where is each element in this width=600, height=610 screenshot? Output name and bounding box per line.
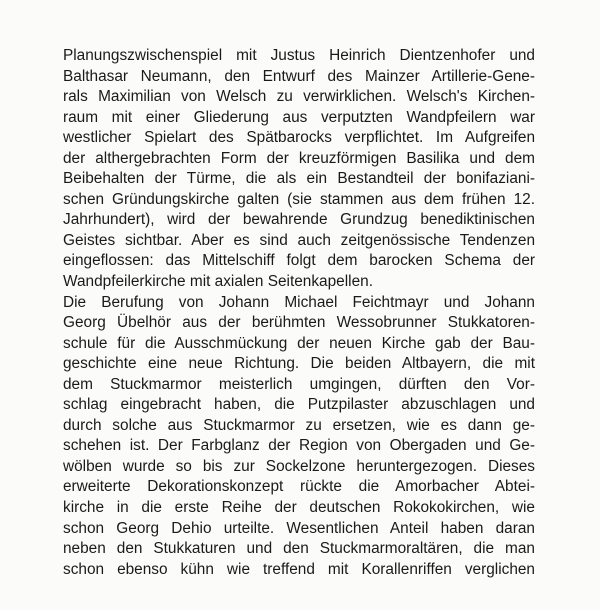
text-line: Die Berufung von Johann Michael Feichtmayr und Johann xyxy=(63,293,535,311)
text-line: westlicher Spielart des Spätbarocks verpflichtet. Im Aufgreifen xyxy=(63,129,535,147)
text-line: Georg Übelhör aus der berühmten Wessobrunner Stukkatoren- xyxy=(63,314,535,332)
text-line: Beibehalten der Türme, die als ein Bestandteil der bonifaziani- xyxy=(63,170,535,188)
text-line: kirche in die erste Reihe der deutschen Rokokokirchen, wie xyxy=(63,499,535,517)
text-line: eingeflossen: das Mittelschiff folgt dem barocken Schema der xyxy=(63,252,535,270)
text-line: dem Stuckmarmor meisterlich umgingen, dürften den Vor- xyxy=(63,375,535,393)
text-line: rals Maximilian von Welsch zu verwirklichen. Welsch's Kirchen- xyxy=(63,88,535,106)
text-line: erweiterte Dekorationskonzept rückte die Amorbacher Abtei- xyxy=(63,478,535,496)
text-line: der althergebrachten Form der kreuzförmigen Basilika und dem xyxy=(63,149,535,167)
text-line: schen Gründungskirche galten (sie stammen aus dem frühen 12. xyxy=(63,190,535,208)
text-line: neben den Stukkaturen und den Stuckmarmoraltären, die man xyxy=(63,540,535,558)
text-line: Balthasar Neumann, den Entwurf des Mainzer Artillerie-Gene- xyxy=(63,67,535,85)
body-text xyxy=(63,46,535,580)
text-line: schon ebenso kühn wie treffend mit Korallenriffen verglichen xyxy=(63,560,535,578)
text-line: schehen ist. Der Farbglanz der Region von Obergaden und Ge- xyxy=(63,437,535,455)
text-line: schlag eingebracht haben, die Putzpilaster abzuschlagen und xyxy=(63,396,535,414)
text-line: raum mit einer Gliederung aus verputzten Wandpfeilern war xyxy=(63,108,535,126)
text-line: geschichte eine neue Richtung. Die beiden Altbayern, die mit xyxy=(63,355,535,373)
text-line: durch solche aus Stuckmarmor zu ersetzen, wie es dann ge- xyxy=(63,416,535,434)
text-line: Geistes sichtbar. Aber es sind auch zeitgenössische Tendenzen xyxy=(63,231,535,249)
text-line: Planungszwischenspiel mit Justus Heinrich Dientzenhofer und xyxy=(63,47,535,64)
text-line: Wandpfeilerkirche mit axialen Seitenkapellen. xyxy=(63,273,373,291)
text-line: Jahrhundert), wird der bewahrende Grundzug benediktinischen xyxy=(63,211,535,229)
text-line: schon Georg Dehio urteilte. Wesentlichen Anteil haben daran xyxy=(63,519,535,537)
text-line: schule für die Ausschmückung der neuen Kirche gab der Bau- xyxy=(63,334,535,352)
text-line: wölben wurde so bis zur Sockelzone heruntergezogen. Dieses xyxy=(63,457,535,475)
